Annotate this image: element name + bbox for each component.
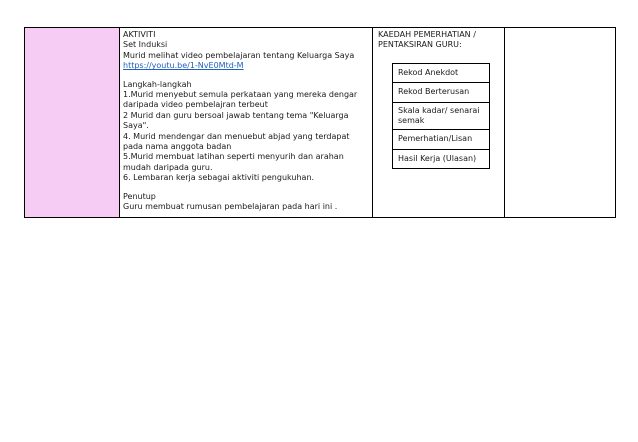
pink-label-cell [25,28,120,218]
activity-content [120,28,372,213]
method-rekod-anekdot: Rekod Anekdot [393,64,489,83]
step-1: 1.Murid menyebut semula perkataan yang mereka dengar daripada video pembelajran terbeut [123,90,358,110]
empty-cell [505,28,616,218]
method-hasil-kerja: Hasil Kerja (Ulasan) [398,153,477,163]
assessment-cell [373,28,505,218]
step-6: 6. Lembaran kerja sebagai aktiviti pengukuhan. [123,173,315,183]
method-pemerhatian-lisan: Pemerhatian/Lisan [393,130,489,149]
table-row [25,28,616,218]
langkah-heading: Langkah-langkah [123,79,192,89]
lesson-plan-table [24,27,616,218]
set-induksi-heading: Set Induksi [123,40,168,50]
set-induksi-desc: Murid melihat video pembelajaran tentang Keluarga Saya [123,50,355,60]
step-4: 4. Murid mendengar dan menuebut abjad yang terdapat pada nama anggota badan [123,131,350,152]
method-skala-kadar: Skala kadar/ senarai semak [393,103,489,131]
assessment-heading: KAEDAH PEMERHATIAN / PENTAKSIRAN GURU: [378,30,476,50]
video-link[interactable]: https://youtu.be/1-NvE0Mtd-M [123,61,244,71]
penutup-heading: Penutup [123,191,156,201]
activity-heading: AKTIVITI [123,30,156,39]
step-5: 5.Murid membuat latihan seperti menyurih dan arahan mudah daripada guru. [123,152,344,172]
penutup-desc: Guru membuat rumusan pembelajaran pada hari ini . [123,202,338,212]
method-rekod-berterusan: Rekod Berterusan [393,83,489,102]
activity-cell [120,28,373,218]
assessment-method-list [392,63,490,169]
step-2: 2 Murid dan guru bersoal jawab tentang tema "Keluarga Saya". [123,110,349,131]
